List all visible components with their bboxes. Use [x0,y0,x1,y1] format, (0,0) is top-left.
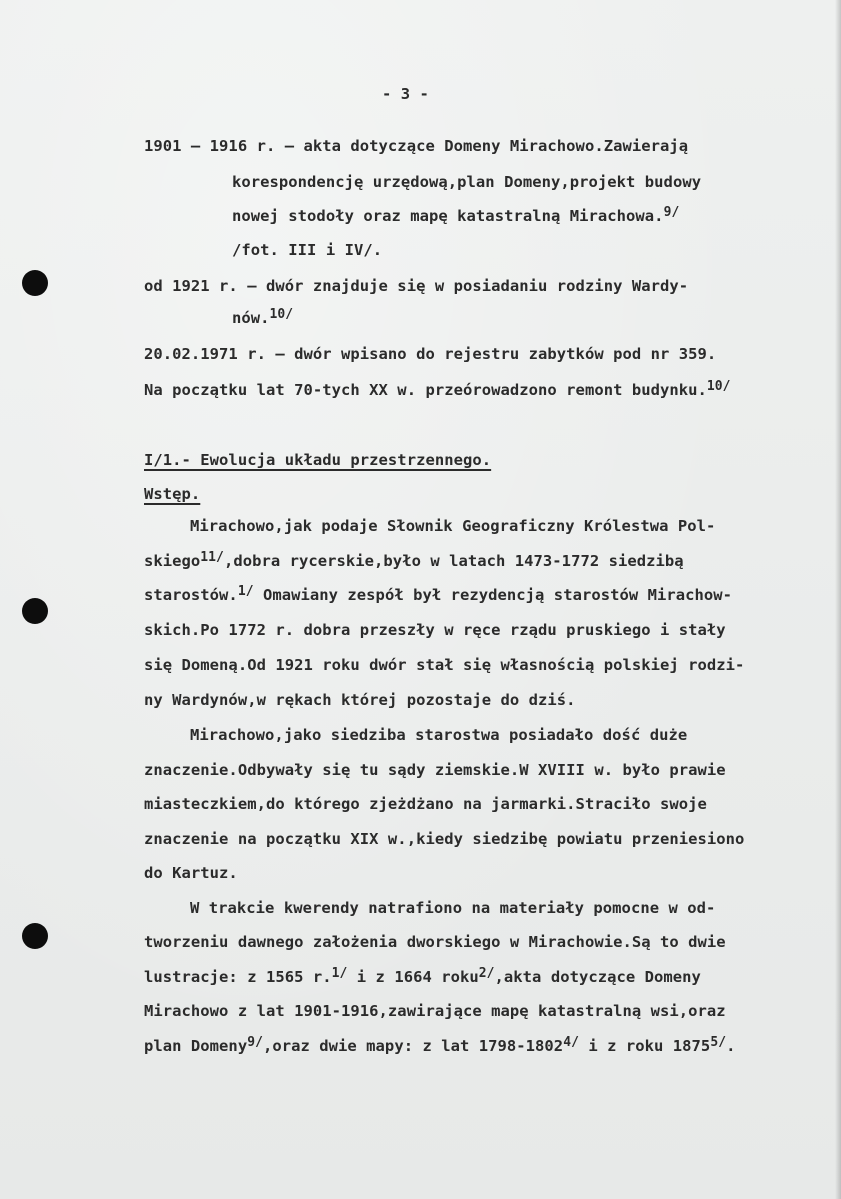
footnote-ref: 5/ [710,1034,727,1050]
text-line: znaczenie.Odbywały się tu sądy ziemskie.W XVIII w. było prawie [144,761,726,779]
punch-hole [22,923,48,949]
footnote-ref: 2/ [478,965,495,981]
footnote-ref: 1/ [237,583,254,599]
subsection-heading: Wstęp. [144,485,201,503]
text-line: lustracje: z 1565 r.$^{1/}$ i z 1664 roku$^{2/}$,akta dotyczące Domeny [144,965,701,986]
punch-hole [22,270,48,296]
section-heading: I/1.- Ewolucja układu przestrzennego. [144,451,492,469]
footnote-ref: 1/ [331,965,348,981]
footnote-ref: 10/ [269,306,294,322]
text-line: ny Wardynów,w rękach której pozostaje do dziś. [144,691,576,709]
page-edge-shadow [835,0,841,1199]
text-line: 20.02.1971 r. – dwór wpisano do rejestru zabytków pod nr 359. [144,345,717,363]
punch-hole [22,598,48,624]
text-line: skich.Po 1772 r. dobra przeszły w ręce rządu pruskiego i stały [144,621,726,639]
text-line: tworzeniu dawnego założenia dworskiego w Mirachowie.Są to dwie [144,933,726,951]
text-line: /fot. III i IV/. [232,241,383,259]
footnote-ref: 10/ [706,378,731,394]
text-line: od 1921 r. – dwór znajduje się w posiadaniu rodziny Wardy- [144,277,689,295]
text-line: Mirachowo,jako siedziba starostwa posiadało dość duże [190,726,688,744]
text-line: skiego$^{11/}$,dobra rycerskie,było w latach 1473-1772 siedzibą [144,549,684,570]
text-line: się Domeną.Od 1921 roku dwór stał się własnością polskiej rodzi- [144,656,745,674]
text-line: nowej stodoły oraz mapę katastralną Mirachowa.$^{9/}$ [232,204,680,225]
text-line: znaczenie na początku XIX w.,kiedy siedzibę powiatu przeniesiono [144,830,745,848]
footnote-ref: 9/ [663,204,680,220]
text-line: korespondencję urzędową,plan Domeny,projekt budowy [232,173,702,191]
text-line: starostów.$^{1/}$ Omawiany zespół był rezydencją starostów Mirachow- [144,583,733,604]
footnote-ref: 9/ [247,1034,263,1050]
page-number: - 3 - [382,85,429,103]
footnote-ref: 11/ [200,549,224,565]
text-line: Mirachowo,jak podaje Słownik Geograficzny Królestwa Pol- [190,517,716,535]
text-line: miasteczkiem,do którego zjeżdżano na jarmarki.Straciło swoje [144,795,707,813]
footnote-ref: 4/ [563,1034,579,1050]
text-line: nów.$^{10/}$ [232,306,294,327]
text-line: do Kartuz. [144,864,238,882]
text-line: 1901 – 1916 r. – akta dotyczące Domeny Mirachowo.Zawierają [144,137,689,155]
text-line: W trakcie kwerendy natrafiono na materiały pomocne w od- [190,899,716,917]
text-line: plan Domeny$^{9/}$,oraz dwie mapy: z lat $1798-1802^{4/}$ i z roku $1875^{5/}$. [144,1034,736,1055]
text-line: Mirachowo z lat 1901-1916,zawirające mapę katastralną wsi,oraz [144,1002,726,1020]
text-line: Na początku lat 70-tych XX w. przeórowadzono remont budynku.$^{10/}$ [144,378,731,399]
